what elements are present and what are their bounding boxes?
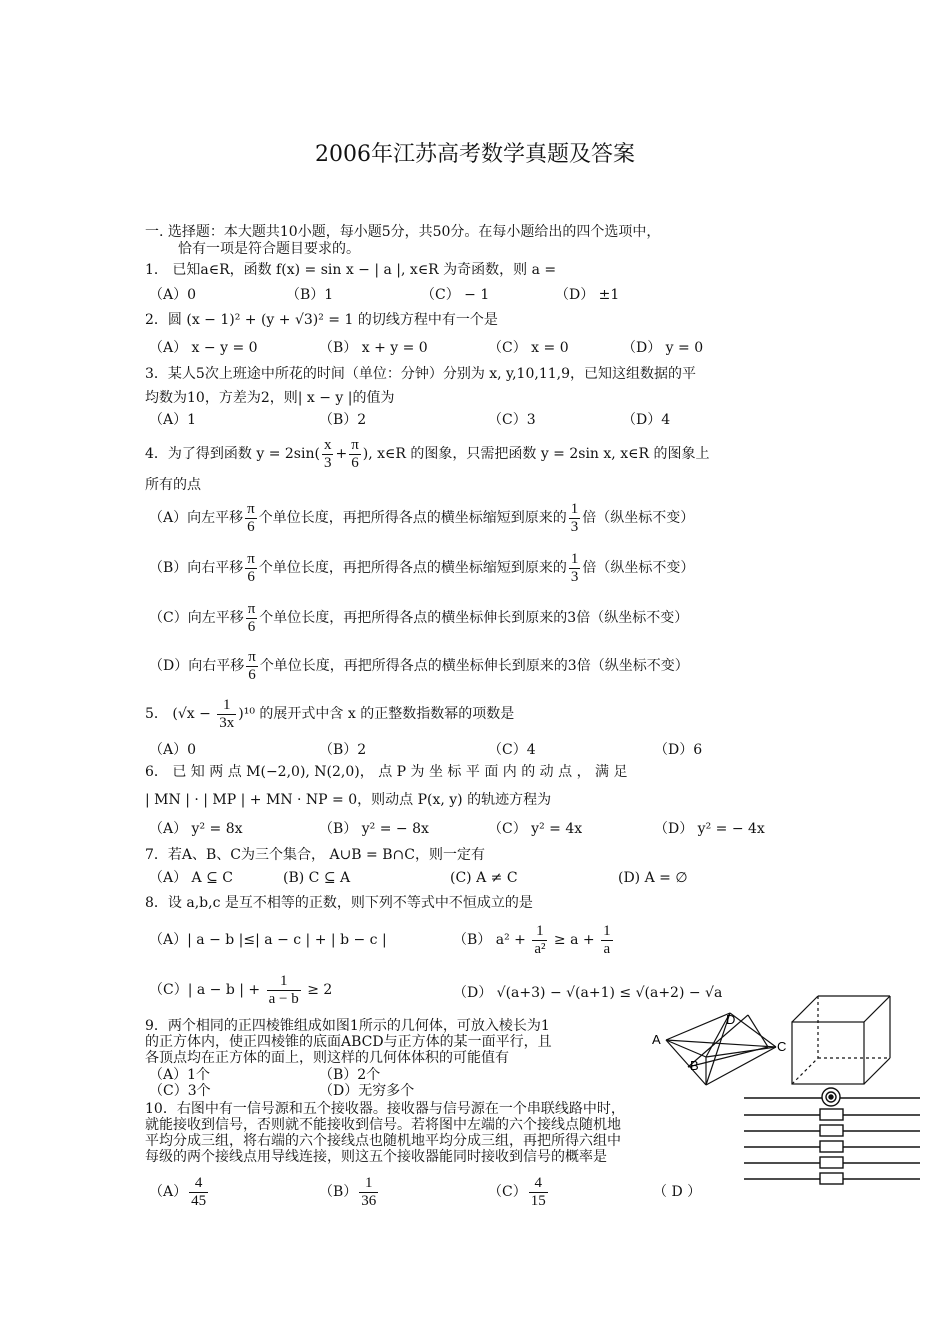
q7-option-d: (D) A = ∅ [618, 870, 688, 886]
q9-option-a: （A）1个 [149, 1067, 211, 1083]
q9-option-b: （B）2个 [319, 1067, 381, 1083]
fraction-x-over-3: $\frac{x}{3}$ [323, 436, 332, 471]
label-c: C [777, 1039, 787, 1054]
q2-option-c: （C） x = 0 [488, 340, 569, 356]
q3-option-d: （D）4 [622, 412, 671, 428]
q9-stem: 9．两个相同的正四棱锥组成如图1所示的几何体，可放入棱长为1 [145, 1018, 550, 1034]
circuit-figure [742, 1086, 922, 1188]
q2-stem: 2．圆 (x − 1)² + (y + √3)² = 1 的切线方程中有一个是 [145, 312, 498, 328]
q6-option-b: （B） y² = − 8x [319, 821, 429, 837]
q10-stem-cont-2: 平均分成三组，将右端的六个接线点也随机地平均分成三组，再把所得六组中 [145, 1133, 621, 1149]
receiver-3 [820, 1141, 843, 1152]
cube-figure [786, 992, 896, 1087]
q10-stem: 10．右图中有一信号源和五个接收器。接收器与信号源在一个串联线路中时， [145, 1101, 625, 1117]
receiver-5 [820, 1173, 843, 1184]
q3-option-c: （C）3 [488, 412, 536, 428]
q5-option-b: （B）2 [319, 742, 367, 758]
receiver-4 [820, 1157, 843, 1168]
q2-option-b: （B） x + y = 0 [319, 340, 428, 356]
q1-option-a: （A）0 [149, 287, 197, 303]
q9-stem-cont-1: 的正方体内，使正四棱锥的底面ABCD与正方体的某一面平行，且 [145, 1034, 552, 1050]
q6-option-a: （A） y² = 8x [149, 821, 243, 837]
q4-stem-cont: 所有的点 [145, 477, 201, 493]
q10-stem-cont-1: 就能接收到信号，否则就不能接收到信号。若将图中左端的六个接线点随机地 [145, 1117, 621, 1133]
q4-option-b: （B）向右平移 $\frac{\pi}{6}$ 个单位长度，再把所得各点的横坐标缩短到原来的 $\frac{1}{3}$ 倍（纵坐标不变） [149, 550, 695, 585]
q1-option-c: （C） − 1 [421, 287, 490, 303]
q3-stem: 3．某人5次上班途中所花的时间（单位：分钟）分别为 x, y,10,11,9，已知这组数据的平 [145, 366, 696, 382]
receiver-1 [820, 1109, 843, 1120]
q7-option-b: (B) C ⊆ A [283, 870, 351, 886]
q7-option-c: (C) A ≠ C [450, 870, 518, 886]
q5-option-a: （A）0 [149, 742, 197, 758]
q10-option-a: （A） $\frac{4}{45}$ [149, 1174, 207, 1209]
q6-stem: 6． 已 知 两 点 M(−2,0), N(2,0)， 点 P 为 坐 标 平 面 内 的 动 点 ， 满 足 [145, 764, 628, 780]
q1-stem: 1． 已知a∈R，函数 f(x) = sin x − | a |, x∈R 为奇函数，则 a = [145, 262, 557, 278]
octahedron-figure [648, 995, 798, 1090]
q6-option-d: （D） y² = − 4x [654, 821, 765, 837]
q4-option-a: （A）向左平移 $\frac{\pi}{6}$ 个单位长度，再把所得各点的横坐标缩短到原来的 $\frac{1}{3}$ 倍（纵坐标不变） [149, 500, 695, 535]
receiver-2 [820, 1125, 843, 1136]
q6-stem-cont: | MN | · | MP | + MN · NP = 0，则动点 P(x, y) 的轨迹方程为 [145, 792, 552, 808]
fraction-pi-over-6: $\frac{\pi}{6}$ [351, 436, 359, 471]
q8-option-c: （C）| a − b | + $\frac{1}{a - b}$ ≥ 2 [149, 972, 333, 1007]
section-intro: 一. 选择题：本大题共10小题，每小题5分，共50分。在每小题给出的四个选项中， [145, 224, 661, 240]
q3-option-a: （A）1 [149, 412, 197, 428]
q4-stem: 4．为了得到函数 y = 2sin( $\frac{x}{3}$ + $\frac{\pi}{6}$ ), x∈R 的图象，只需把函数 y = 2sin x, x∈R 的图象上 [145, 436, 710, 471]
q1-option-b: （B）1 [286, 287, 334, 303]
q10-option-c: （C） $\frac{4}{15}$ [488, 1174, 546, 1209]
section-intro-cont: 恰有一项是符合题目要求的。 [178, 241, 360, 257]
label-b: B [690, 1058, 699, 1073]
label-d: D [726, 1012, 736, 1027]
q7-stem: 7．若A、B、C为三个集合， A∪B = B∩C，则一定有 [145, 847, 485, 863]
page-title: 2006年江苏高考数学真题及答案 [315, 142, 635, 167]
q8-stem: 8．设 a,b,c 是互不相等的正数，则下列不等式中不恒成立的是 [145, 895, 533, 911]
q10-answer: （ D ） [653, 1184, 702, 1200]
q5-option-d: （D）6 [654, 742, 703, 758]
q2-option-a: （A） x − y = 0 [149, 340, 258, 356]
q7-option-a: （A） A ⊆ C [149, 870, 234, 886]
q1-option-d: （D） ±1 [555, 287, 620, 303]
q5-option-c: （C）4 [488, 742, 536, 758]
q3-stem-cont: 均数为10，方差为2，则| x − y |的值为 [145, 390, 395, 406]
q3-option-b: （B）2 [319, 412, 367, 428]
q10-stem-cont-3: 每级的两个接线点用导线连接，则这五个接收器能同时接收到信号的概率是 [145, 1149, 607, 1165]
q4-option-c: （C）向左平移 $\frac{\pi}{6}$ 个单位长度，再把所得各点的横坐标伸长到原来的3倍（纵坐标不变） [149, 600, 689, 635]
q9-option-c: （C）3个 [149, 1083, 211, 1099]
label-a: A [652, 1032, 661, 1047]
q5-stem: 5． (√x − $\frac{1}{3x}$ )¹⁰ 的展开式中含 x 的正整数指数幂的项数是 [145, 696, 515, 731]
q6-option-c: （C） y² = 4x [488, 821, 583, 837]
q8-option-d: （D） √(a+3) − √(a+1) ≤ √(a+2) − √a [453, 985, 723, 1001]
q10-option-b: （B） $\frac{1}{36}$ [319, 1174, 377, 1209]
q9-stem-cont-2: 各顶点均在正方体的面上，则这样的几何体体积的可能值有 [145, 1050, 509, 1066]
q4-option-d: （D）向右平移 $\frac{\pi}{6}$ 个单位长度，再把所得各点的横坐标伸长到原来的3倍（纵坐标不变） [149, 648, 689, 683]
q8-option-b: （B） a² + $\frac{1}{\text{a²}}$ ≥ a + $\frac{1}{a}$ [453, 922, 611, 957]
q9-option-d: （D）无穷多个 [319, 1083, 415, 1099]
q8-option-a: （A）| a − b |≤| a − c | + | b − c | [149, 932, 387, 948]
q2-option-d: （D） y = 0 [622, 340, 704, 356]
